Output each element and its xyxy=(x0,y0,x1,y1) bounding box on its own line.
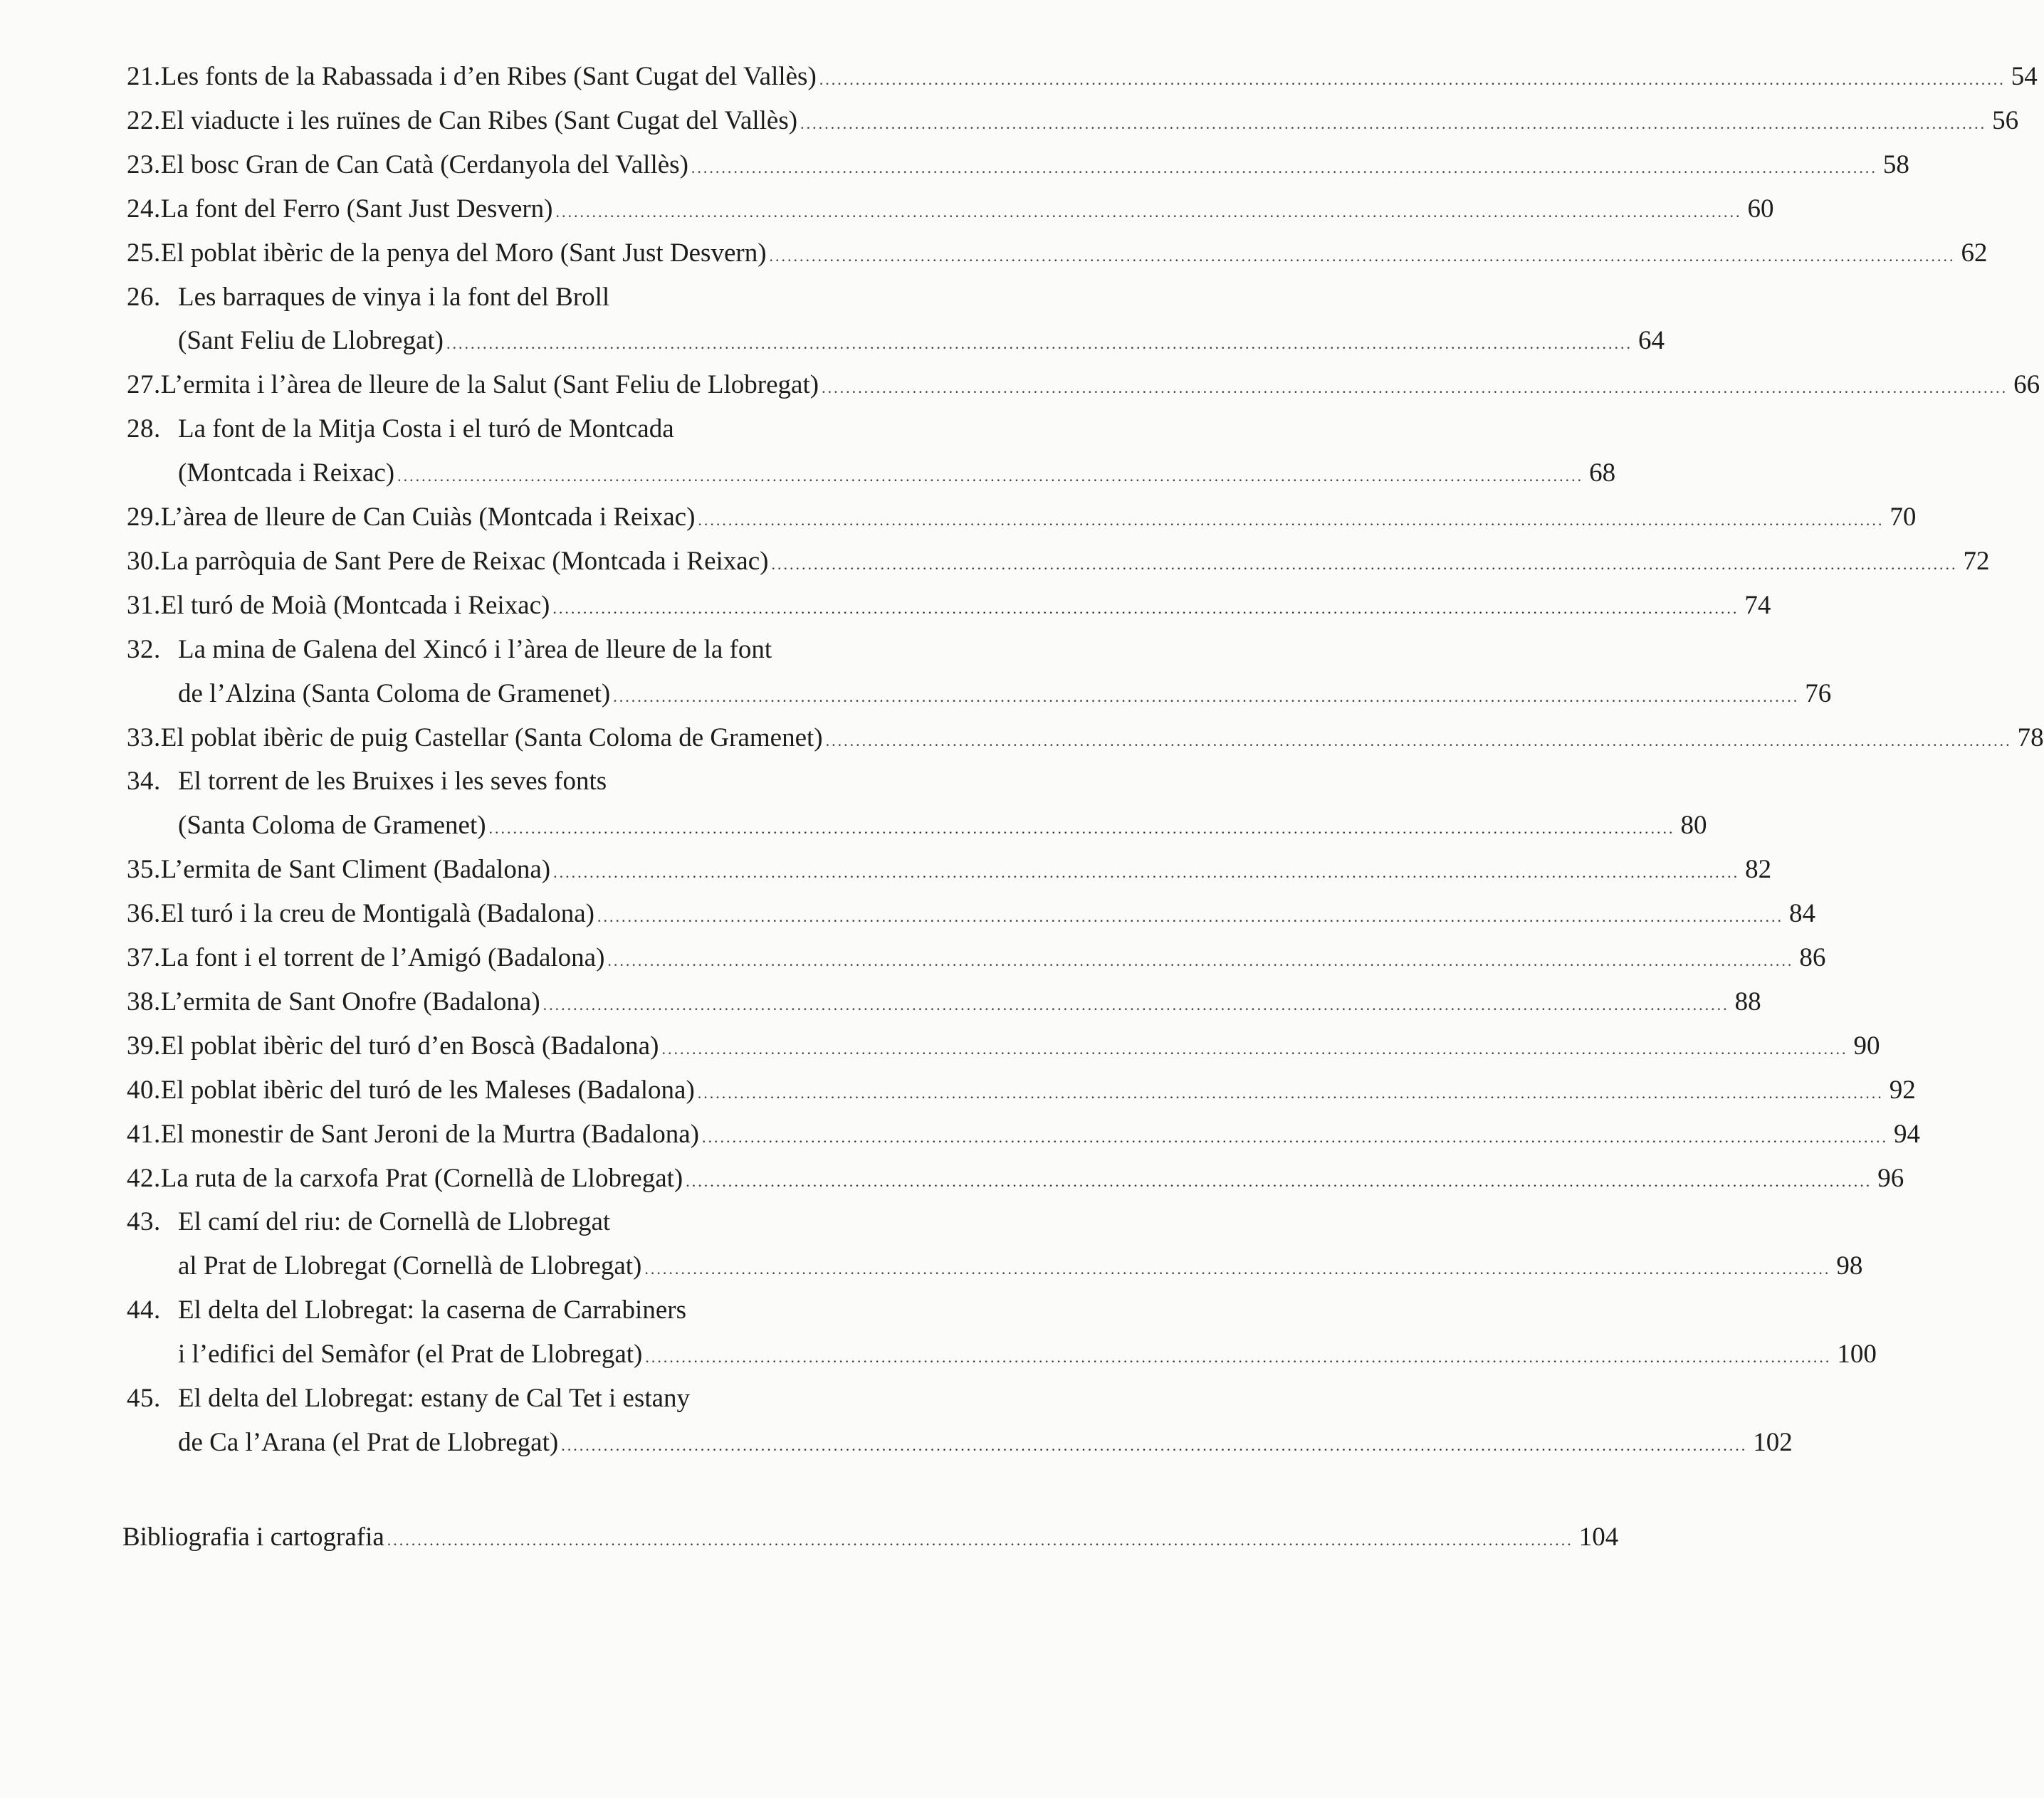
toc-entry-page: 84 xyxy=(1789,899,1816,928)
toc-bibliography-line xyxy=(122,1522,1619,1553)
toc-entry-line xyxy=(127,634,1034,666)
toc-entry-line xyxy=(127,722,2044,754)
toc-entry-title: de l’Alzina (Santa Coloma de Gramenet) xyxy=(178,679,611,708)
leader-dots xyxy=(698,505,1884,536)
toc-entry-line xyxy=(178,458,1616,489)
toc-entry-page: 82 xyxy=(1745,855,1772,884)
bibliography-title: Bibliografia i cartografia xyxy=(122,1523,384,1552)
toc-entry-page: 92 xyxy=(1889,1076,1916,1105)
toc-entry-line xyxy=(127,414,1034,445)
leader-dots xyxy=(644,1253,1830,1285)
toc-entry-line xyxy=(127,590,1771,621)
toc-entry-page: 98 xyxy=(1836,1251,1863,1281)
toc-entry-line xyxy=(127,502,1917,533)
leader-dots xyxy=(607,945,1793,977)
toc-entry-number: 25. xyxy=(127,238,161,268)
toc-entry-title: El poblat ibèric del turó d’en Boscà (Badalona) xyxy=(160,1031,659,1061)
toc-entry-title: La parròquia de Sant Pere de Reixac (Montcada i Reixac) xyxy=(160,547,769,576)
toc-entry-page: 102 xyxy=(1753,1428,1793,1457)
toc-entry-line xyxy=(178,1251,1863,1282)
toc-entry-number: 45. xyxy=(127,1384,161,1413)
toc-entry-title: El turó de Moià (Montcada i Reixac) xyxy=(160,591,550,620)
toc-entry-title: Les fonts de la Rabassada i d’en Ribes (Sant Cugat del Vallès) xyxy=(160,62,817,91)
toc-entry-line xyxy=(127,149,1909,181)
bibliography-page: 104 xyxy=(1578,1523,1619,1552)
leader-dots xyxy=(543,989,1729,1021)
toc-entry-line xyxy=(127,766,1034,797)
leader-dots xyxy=(770,241,1956,272)
toc-entry-line xyxy=(178,1427,1793,1458)
toc-entry-number: 22. xyxy=(127,106,161,135)
leader-dots xyxy=(597,901,1783,932)
toc-entry-title: El delta del Llobregat: estany de Cal Tet i estany xyxy=(178,1384,691,1413)
toc-entry-number: 39. xyxy=(127,1031,161,1061)
leader-dots xyxy=(822,372,2008,404)
toc-entry-page: 56 xyxy=(1992,106,2019,135)
toc-entry-title: El camí del riu: de Cornellà de Llobregat xyxy=(178,1207,611,1236)
toc-entry-title: El bosc Gran de Can Catà (Cerdanyola del Vallès) xyxy=(160,150,688,179)
toc-entry-title: El viaducte i les ruïnes de Can Ribes (Sant Cugat del Vallès) xyxy=(160,106,798,135)
toc-entry-title: (Santa Coloma de Gramenet) xyxy=(178,811,486,840)
toc-entry-line xyxy=(127,942,1826,974)
toc-entry-title: El poblat ibèric de la penya del Moro (Sant Just Desvern) xyxy=(160,238,767,268)
toc-entry-page: 78 xyxy=(2017,723,2044,752)
toc-entry-line xyxy=(178,678,1832,710)
toc-entry-number: 36. xyxy=(127,899,161,928)
toc-entry-line xyxy=(127,194,1774,225)
leader-dots xyxy=(553,857,1739,888)
toc-entry-title: La font del Ferro (Sant Just Desvern) xyxy=(160,194,553,224)
leader-dots xyxy=(613,681,1799,713)
toc-entry-number: 40. xyxy=(127,1076,161,1105)
toc-entry-title: L’àrea de lleure de Can Cuiàs (Montcada i Reixac) xyxy=(160,503,696,532)
toc-entry-number: 21. xyxy=(127,62,161,91)
toc-entry-title: L’ermita de Sant Onofre (Badalona) xyxy=(160,987,540,1016)
toc-entry-title: La font de la Mitja Costa i el turó de Montcada xyxy=(178,414,674,443)
toc-entry-page: 66 xyxy=(2013,370,2040,399)
toc-entry-page: 74 xyxy=(1744,591,1771,620)
toc-entry-number: 43. xyxy=(127,1207,161,1236)
toc-entry-page: 64 xyxy=(1637,326,1665,355)
leader-dots xyxy=(552,593,1739,624)
toc-entry-number: 23. xyxy=(127,150,161,179)
toc-entry-line xyxy=(127,987,1761,1018)
toc-entry-line xyxy=(127,1206,1034,1238)
toc-entry-number: 29. xyxy=(127,503,161,532)
toc-entry-page: 88 xyxy=(1734,987,1761,1016)
toc-entry-number: 42. xyxy=(127,1164,161,1193)
toc-entry-line xyxy=(127,898,1816,930)
leader-dots xyxy=(686,1166,1872,1197)
toc-entry-page: 96 xyxy=(1877,1164,1904,1193)
toc-entry-number: 35. xyxy=(127,855,161,884)
toc-entry-line xyxy=(127,282,1034,313)
leader-dots xyxy=(661,1034,1848,1065)
leader-dots xyxy=(397,461,1583,492)
toc-entry-page: 68 xyxy=(1589,458,1616,488)
toc-entry-page: 54 xyxy=(2011,62,2038,91)
leader-dots xyxy=(698,1078,1884,1109)
leader-dots xyxy=(819,64,2006,95)
toc-entry-number: 30. xyxy=(127,547,161,576)
toc-entry-line xyxy=(127,1295,1034,1326)
toc-entry-title: al Prat de Llobregat (Cornellà de Llobregat) xyxy=(178,1251,642,1281)
leader-dots xyxy=(800,108,1986,140)
toc-entry-line xyxy=(178,810,1707,841)
toc-entry-number: 24. xyxy=(127,194,161,224)
toc-entry-page: 72 xyxy=(1963,547,1990,576)
toc-entry-title: L’ermita i l’àrea de lleure de la Salut (Sant Feliu de Llobregat) xyxy=(160,370,819,399)
leader-dots xyxy=(826,725,2012,757)
toc-entry-line xyxy=(127,1383,1034,1414)
toc-entry-title: i l’edifici del Semàfor (el Prat de Llobregat) xyxy=(178,1340,643,1369)
toc-entry-page: 86 xyxy=(1799,943,1826,972)
toc-entry-page: 94 xyxy=(1893,1120,1920,1149)
toc-entry-number: 34. xyxy=(127,767,161,796)
toc-entry-line xyxy=(127,238,1988,269)
leader-dots xyxy=(691,152,1877,184)
toc-entry-title: La ruta de la carxofa Prat (Cornellà de Llobregat) xyxy=(160,1164,683,1193)
toc-entry-title: Les barraques de vinya i la font del Broll xyxy=(178,283,610,312)
toc-entry-number: 37. xyxy=(127,943,161,972)
toc-entry-number: 28. xyxy=(127,414,161,443)
toc-entry-line xyxy=(127,1163,1904,1194)
leader-dots xyxy=(446,328,1632,359)
leader-dots xyxy=(702,1122,1888,1153)
leader-dots xyxy=(561,1430,1747,1461)
toc-entry-number: 32. xyxy=(127,635,161,664)
toc-entry-page: 100 xyxy=(1837,1340,1877,1369)
leader-dots xyxy=(771,549,1957,580)
toc-entry-title: El torrent de les Bruixes i les seves fonts xyxy=(178,767,607,796)
toc-entry-title: El turó i la creu de Montigalà (Badalona) xyxy=(160,899,595,928)
toc-entry-page: 76 xyxy=(1805,679,1832,708)
toc-entry-line xyxy=(127,1075,1916,1106)
toc-entry-page: 60 xyxy=(1747,194,1774,224)
toc-entry-title: (Sant Feliu de Llobregat) xyxy=(178,326,444,355)
toc-entry-line xyxy=(127,854,1772,885)
toc-entry-number: 41. xyxy=(127,1120,161,1149)
toc-entry-title: El poblat ibèric del turó de les Maleses (Badalona) xyxy=(160,1076,695,1105)
toc-entry-title: El delta del Llobregat: la caserna de Carrabiners xyxy=(178,1295,686,1325)
leader-dots xyxy=(489,813,1675,844)
toc-entry-number: 44. xyxy=(127,1295,161,1325)
toc-entry-title: La mina de Galena del Xincó i l’àrea de lleure de la font xyxy=(178,635,772,664)
toc-entry-number: 31. xyxy=(127,591,161,620)
toc-entry-page: 62 xyxy=(1961,238,1988,268)
toc-entry-title: La font i el torrent de l’Amigó (Badalona) xyxy=(160,943,605,972)
toc-entry-page: 90 xyxy=(1853,1031,1880,1061)
toc-entry-number: 26. xyxy=(127,283,161,312)
toc-entry-number: 27. xyxy=(127,370,161,399)
leader-dots xyxy=(556,196,1742,228)
toc-entry-title: (Montcada i Reixac) xyxy=(178,458,395,488)
toc-entry-line xyxy=(127,546,1990,577)
leader-dots xyxy=(387,1525,1573,1556)
toc-entry-line xyxy=(127,61,2038,93)
toc-entry-page: 80 xyxy=(1680,811,1707,840)
toc-entry-number: 38. xyxy=(127,987,161,1016)
toc-entry-title: de Ca l’Arana (el Prat de Llobregat) xyxy=(178,1428,559,1457)
toc-entry-title: L’ermita de Sant Climent (Badalona) xyxy=(160,855,551,884)
toc-entry-number: 33. xyxy=(127,723,161,752)
toc-entry-line xyxy=(178,325,1665,357)
toc-entry-line xyxy=(127,369,2040,401)
toc-entry-page: 70 xyxy=(1890,503,1917,532)
toc-entry-title: El poblat ibèric de puig Castellar (Santa Coloma de Gramenet) xyxy=(160,723,823,752)
toc-entry-page: 58 xyxy=(1882,150,1909,179)
toc-entry-line xyxy=(127,1031,1880,1062)
toc-entry-line xyxy=(178,1339,1877,1370)
toc-entry-line xyxy=(127,105,2019,137)
toc-entry-title: El monestir de Sant Jeroni de la Murtra (Badalona) xyxy=(160,1120,699,1149)
leader-dots xyxy=(645,1342,1831,1373)
toc-entry-line xyxy=(127,1119,1920,1150)
